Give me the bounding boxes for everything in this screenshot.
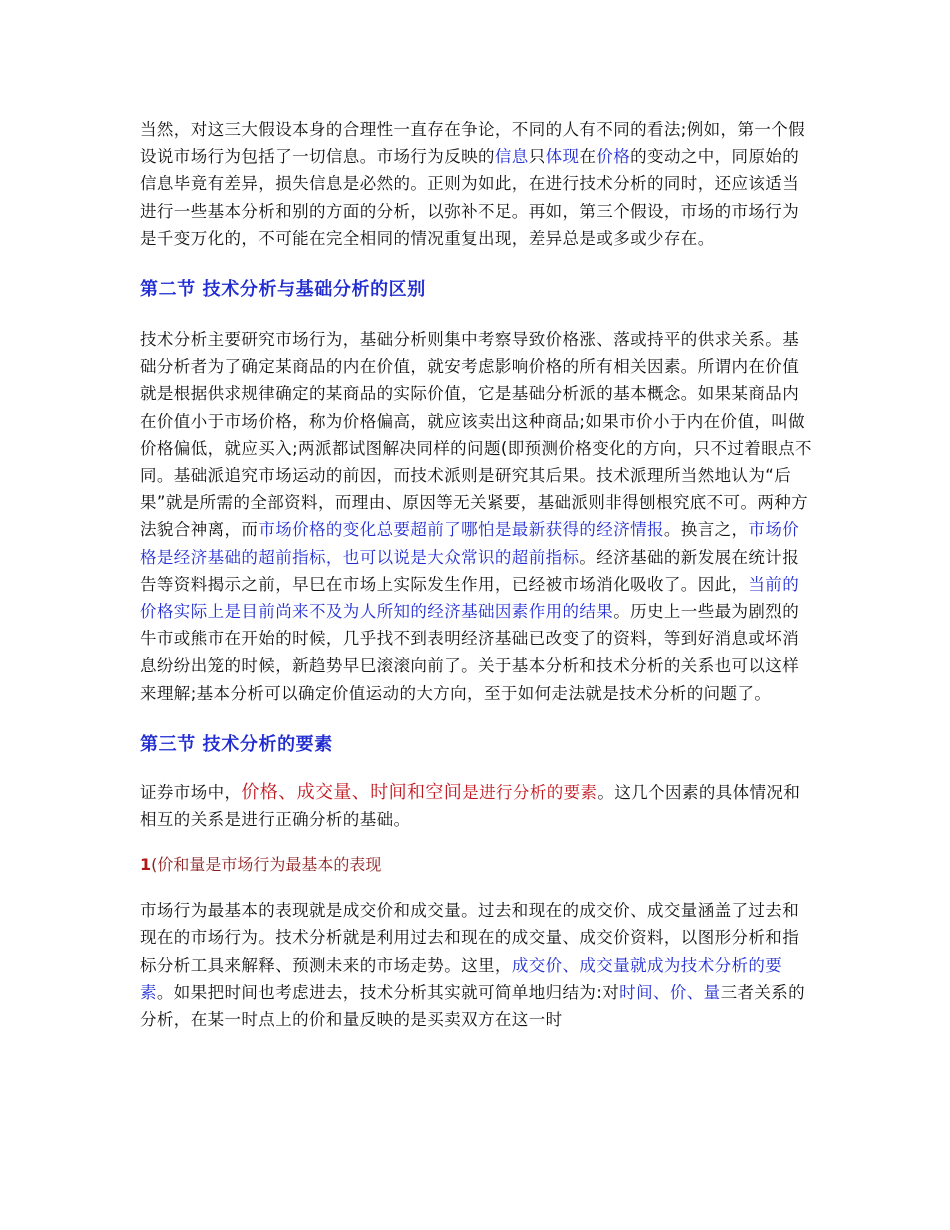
- link-price[interactable]: 价格: [596, 147, 631, 167]
- link-reflect[interactable]: 体现: [545, 147, 580, 167]
- subheading-number: 1: [140, 855, 152, 875]
- document-body: [140, 116, 812, 1033]
- highlight-time-price-volume: 时间、价、量: [619, 982, 721, 1002]
- highlight-four-elements: 价格、成交量、时间和空间: [241, 781, 463, 803]
- highlight-current-price: 当前的价格实际上是目前尚来不及为人所知的经济基础因素作用的结果: [140, 574, 800, 622]
- highlight-price-volume-elements: 成交价、成交量就成为技术分析的要素: [140, 955, 783, 1002]
- paragraph-elements: 证券市场中，价格、成交量、时间和空间是进行分析的要素。这几个因素的具体情况和相互的关系是进行正确分析的基础。: [140, 781, 801, 830]
- highlight-leading-indicator: 市场价格是经济基础的超前指标，也可以说是大众常识的超前指标: [140, 520, 800, 567]
- highlight-are-elements: 是进行分析的要素: [462, 782, 598, 802]
- highlight-price-leads: 市场价格的变化总要超前了哪怕是最新获得的经济情报: [258, 520, 664, 540]
- section-heading-2: 第二节 技术分析与基础分析的区别: [140, 279, 426, 301]
- paragraph-price-volume: 市场行为最基本的表现就是成交价和成交量。过去和现在的成交价、成交量涵盖了过去和现在的市场行为。技术分析就是利用过去和现在的成交量、成交价资料，以图形分析和指标分析工具来解释、预测未来的市场走势。这里，成交价、成交量就成为技术分析的要素。如果把时间也考虑进去，技术分析其实就可简单地归结为:对时间、价、量三者关系的分析，在某一时点上的价和量反映的是买卖双方在这一时: [140, 901, 806, 1030]
- paragraph-technical-vs-fundamental: 技术分析主要研究市场行为，基础分析则集中考察导致价格涨、落或持平的供求关系。基础分析者为了确定某商品的内在价值，就安考虑影响价格的所有相关因素。所谓内在价值就是根据供求规律确定的某商品的实际价值，它是基础分析派的基本概念。如果某商品内在价值小于市场价格，称为价格偏高，就应该卖出这种商品;如果市价小于内在价值，叫做价格偏低，就应买入;两派都试图解决同样的问题(即预测价格变化的方向，只不过着眼点不同。基础派追究市场运动的前因，而技术派则是研究其后果。技术派理所当然地认为“后果”就是所需的全部资料，而理由、原因等无关紧要，基础派则非得刨根究底不可。两种方法貌合神离，而市场价格的变化总要超前了哪怕是最新获得的经济情报。换言之，市场价格是经济基础的超前指标，也可以说是大众常识的超前指标。经济基础的新发展在统计报告等资料揭示之前，早巳在市场上实际发生作用，已经被市场消化吸收了。因此，当前的价格实际上是目前尚来不及为人所知的经济基础因素作用的结果。历史上一些最为剧烈的牛市或熊市在开始的时候，几乎找不到表明经济基础已改变了的资料，等到好消息或坏消息纷纷出笼的时候，新趋势早巳滚滚向前了。关于基本分析和技术分析的关系也可以这样来理解;基本分析可以确定价值运动的大方向，至于如何走法就是技术分析的问题了。: [140, 330, 812, 703]
- paragraph-assumptions: 当然，对这三大假设本身的合理性一直存在争论，不同的人有不同的看法;例如，第一个假设说市场行为包括了一切信息。市场行为反映的信息只体现在价格的变动之中，同原始的信息毕竟有差异，损失信息是必然的。正则为如此，在进行技术分析的同时，还应该适当进行一些基本分析和别的方面的分析，以弥补不足。再如，第三个假设，市场的市场行为是千变万化的，不可能在完全相同的情况重复出现，差异总是或多或少存在。: [140, 120, 806, 248]
- subheading-price-volume: 1(价和量是市场行为最基本的表现: [140, 855, 382, 875]
- section-heading-3: 第三节 技术分析的要素: [140, 733, 333, 755]
- link-info[interactable]: 信息: [494, 147, 529, 167]
